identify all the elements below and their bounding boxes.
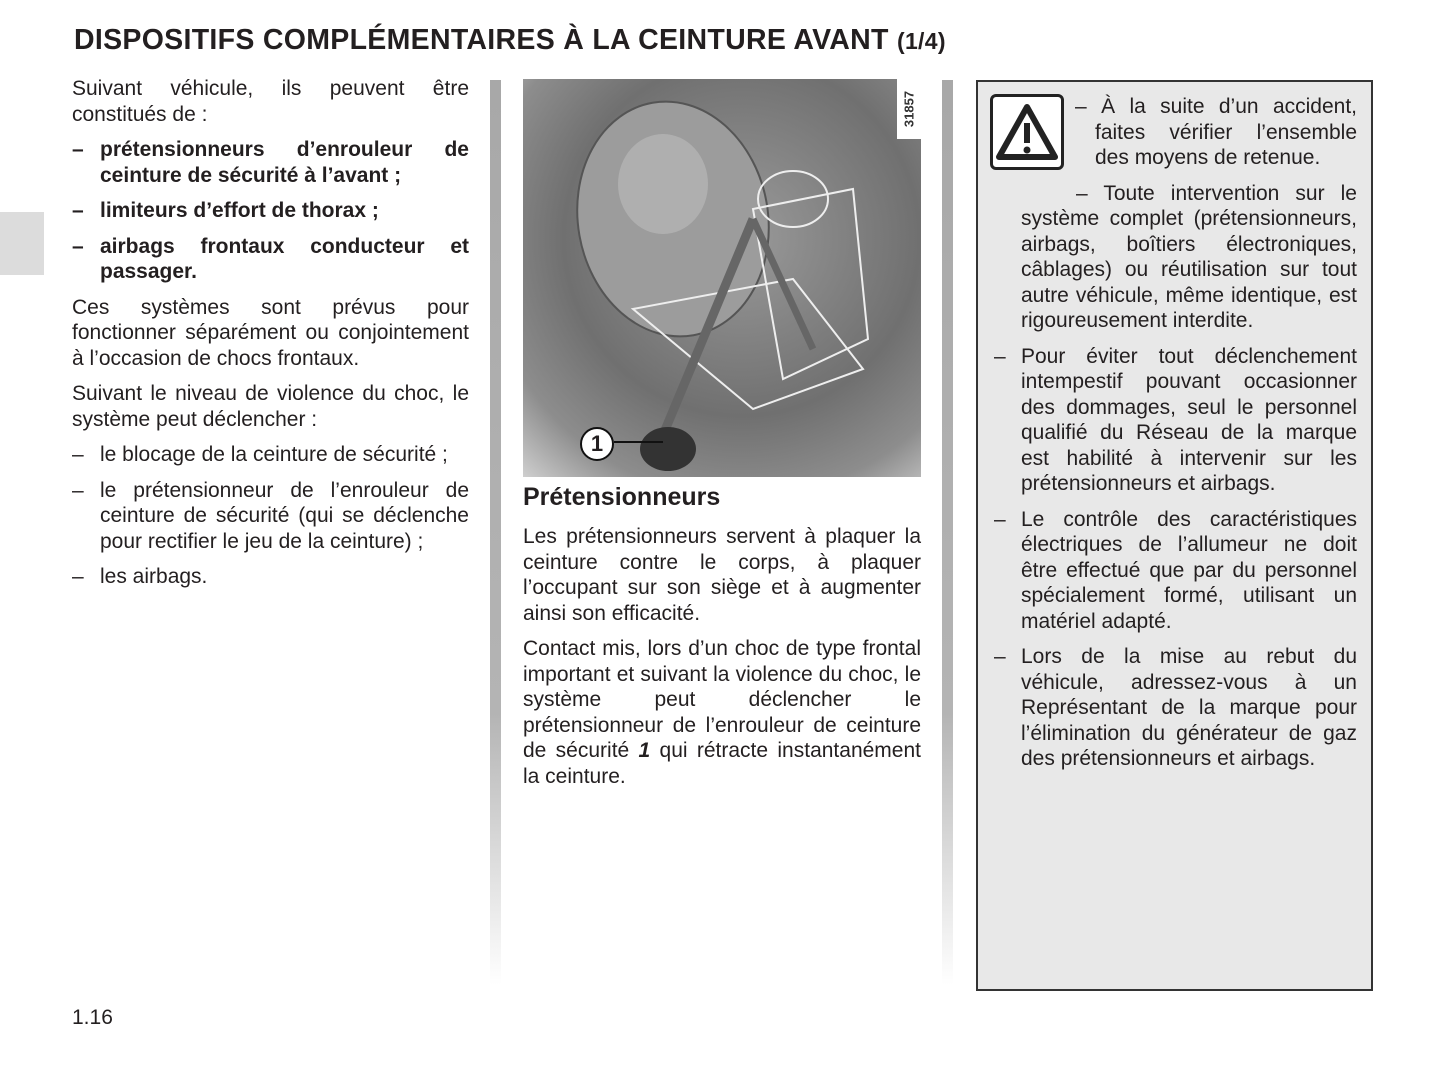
- airbag-seat-illustration: [523, 79, 921, 477]
- column-divider: [490, 80, 501, 985]
- section-heading: Prétensionneurs: [523, 483, 721, 511]
- column-divider: [942, 80, 953, 985]
- text: qui rétracte instantanément la ceinture.: [523, 739, 921, 788]
- warning-item: – Pour éviter tout déclenchement intempestif pouvant occasionner des dommages, seul le personnel qualifié du Réseau de la marque est habilité à intervenir sur les prétensionneurs et airbags.: [1021, 344, 1357, 497]
- bold-item: – prétensionneurs d’enrouleur de ceinture de sécurité à l’avant ;: [72, 137, 469, 188]
- warning-item: – Toute intervention sur le système complet (prétensionneurs, airbags, boîtiers électroniques, câblages) ou réutilisation sur tout autre véhicule, même identique, est rigoureusement interdite.: [1021, 181, 1357, 332]
- section-tab: [0, 212, 44, 275]
- warning-item: – Le contrôle des caractéristiques électriques de l’allumeur ne doit être effectué que par du personnel spécialement formé, utilisant un matériel adapté.: [1021, 507, 1357, 635]
- bold-item: – airbags frontaux conducteur et passager.: [72, 234, 469, 285]
- paragraph: [523, 636, 921, 789]
- title-text: DISPOSITIFS COMPLÉMENTAIRES À LA CEINTURE AVANT: [74, 24, 889, 56]
- seat-airbag-drawing: [523, 79, 921, 477]
- title-part: (1/4): [896, 28, 946, 54]
- figure-ref-number: 31857: [901, 90, 917, 128]
- reference-number: 1: [638, 739, 651, 762]
- intro: Suivant véhicule, ils peuvent être constitués de :: [72, 77, 469, 126]
- warning-item: – Lors de la mise au rebut du véhicule, adressez-vous à un Représentant de la marque pour l’élimination du générateur de gaz des prétensionneurs et airbags.: [1021, 644, 1357, 772]
- page-number: 1.16: [72, 1006, 113, 1029]
- text: Contact mis, lors d’un choc de type frontal important et suivant la violence du choc, le système peut déclencher le prétensionneur de l’enrouleur de ceinture de sécurité: [523, 637, 921, 762]
- warning-box: [976, 80, 1373, 991]
- warning-text: [1021, 94, 1357, 782]
- paragraph: Les prétensionneurs servent à plaquer la ceinture contre le corps, à plaquer l’occupant sur son siège et à augmenter ainsi son efficacité.: [523, 525, 921, 625]
- middle-column: [523, 524, 921, 799]
- warning-item-text: À la suite d’un accident, faites vérifier l’ensemble des moyens de retenue.: [1095, 95, 1358, 169]
- bold-item: – limiteurs d’effort de thorax ;: [72, 198, 469, 224]
- callout-1: 1: [580, 427, 614, 461]
- paragraph: Ces systèmes sont prévus pour fonctionner séparément ou conjointement à l’occasion de chocs frontaux.: [72, 295, 469, 370]
- list-item: – le blocage de la ceinture de sécurité ;: [72, 442, 469, 468]
- paragraph: Suivant le niveau de violence du choc, le système peut déclencher :: [72, 382, 469, 431]
- list-item: – les airbags.: [72, 564, 469, 590]
- warning-item: – À la suite d’un accident, faites vérifier l’ensemble des moyens de retenue.: [1075, 95, 1358, 169]
- page-title: [74, 24, 946, 57]
- warning-item-text: Toute intervention sur le système complet (prétensionneurs, airbags, boîtiers électroniques, câblages) ou réutilisation sur tout autre véhicule, même identique, est rigoureusement interdite.: [1021, 181, 1357, 332]
- left-column: [72, 76, 469, 600]
- figure-reference: [897, 79, 921, 139]
- list-item: – le prétensionneur de l’enrouleur de ceinture de sécurité (qui se déclenche pour rectifier le jeu de la ceinture) ;: [72, 478, 469, 555]
